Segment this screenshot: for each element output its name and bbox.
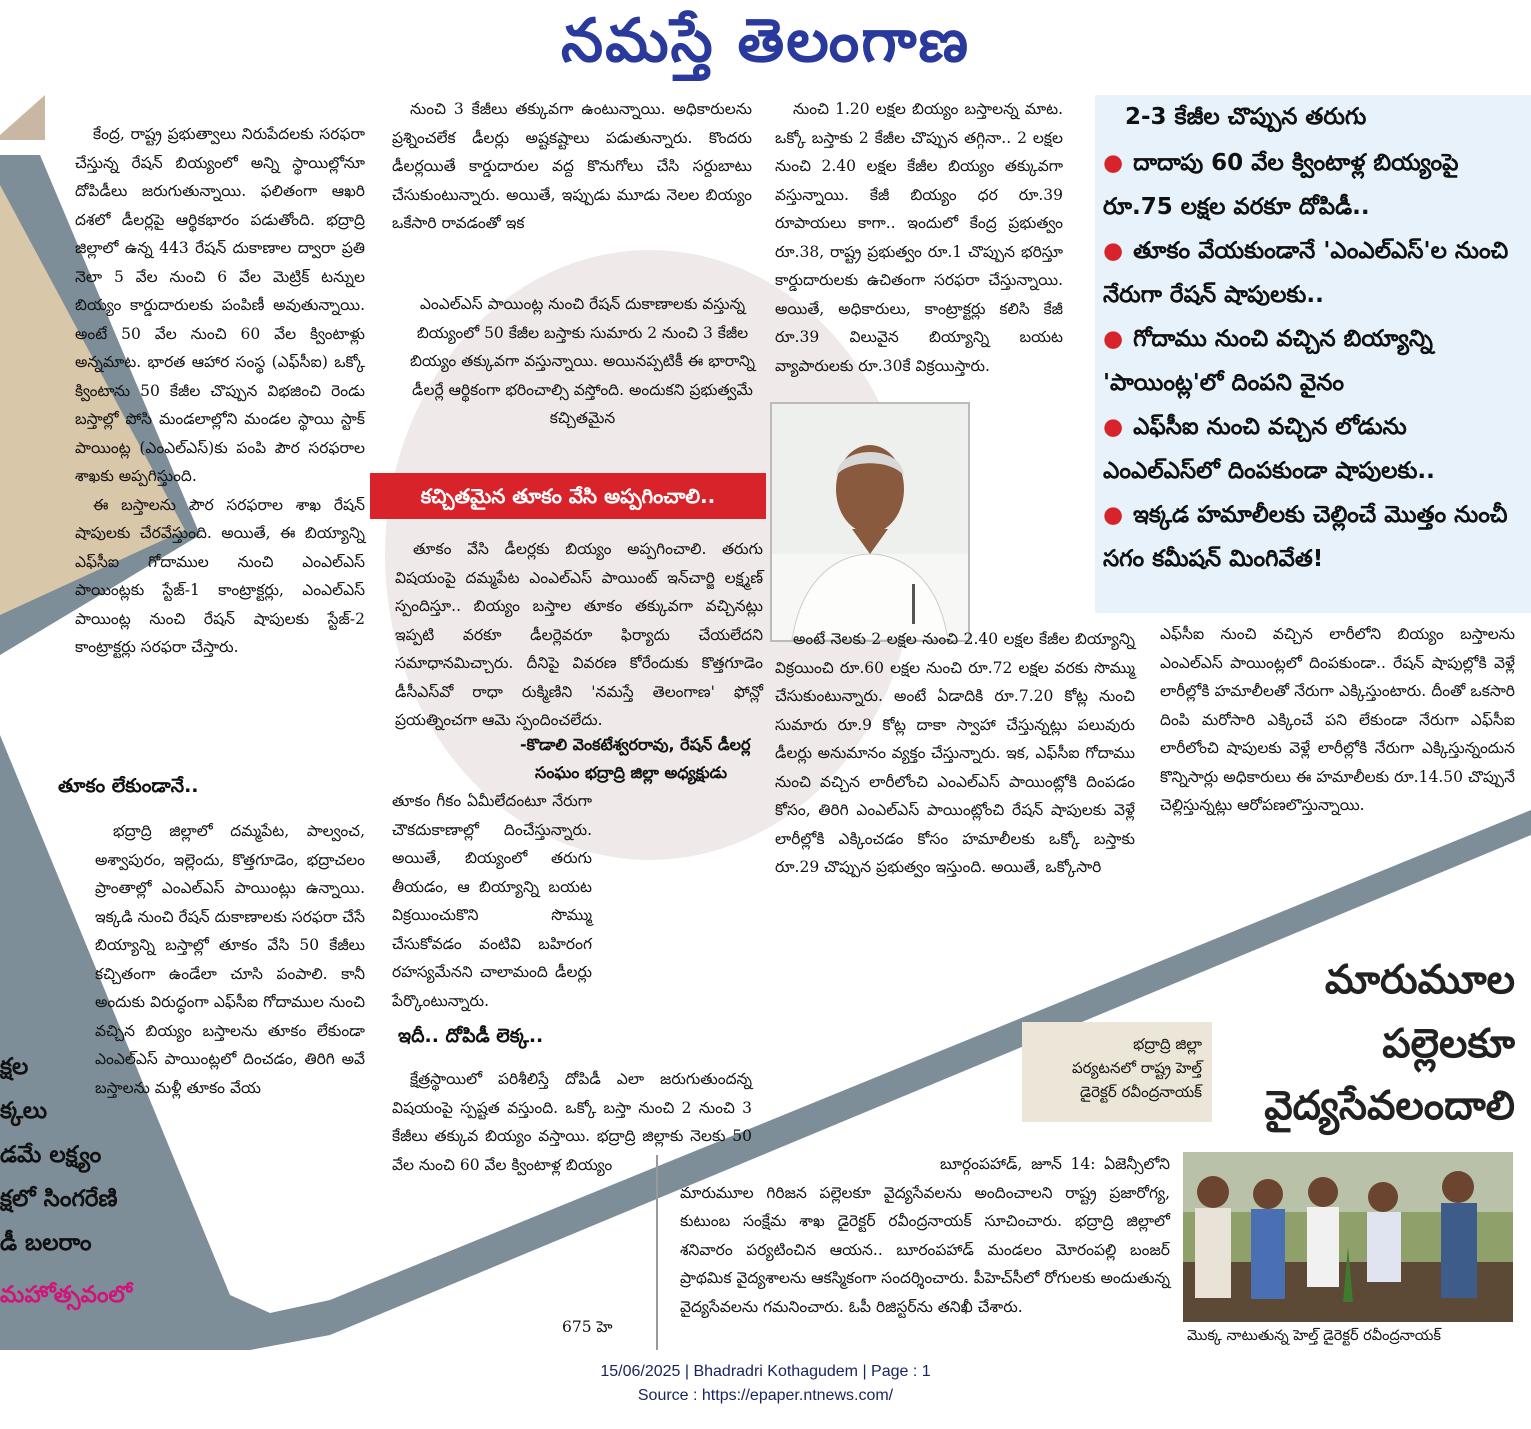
divider [0, 1025, 65, 1030]
highlights-box [1095, 95, 1531, 613]
headline-line-3: వైద్యసేవలందాలి [1264, 1083, 1515, 1129]
photo-caption: మొక్క నాటుతున్న హెల్త్ డైరెక్టర్ రవీంద్రనాయక్ [1187, 1328, 1441, 1344]
footer-date-line: 15/06/2025 | Bhadradri Kothagudem | Page : 1 [600, 1363, 931, 1380]
second-article-body [680, 1150, 1170, 1321]
masthead [0, 0, 1531, 95]
paragraph: ఎంఎల్‌ఎస్ పాయింట్ల నుంచి రేషన్ దుకాణాలకు వస్తున్న బియ్యంలో 50 కేజీల బస్తాకు సుమారు 2 నుంచి 3 కేజీల బియ్యం తక్కువగా వస్తున్నాయి. అయినప్పటికీ ఈ భారాన్ని డీలర్లే ఆర్థికంగా భరించాల్సి వస్తోంది. అందుకని ప్రభుత్వమే కచ్చితమైన [409, 295, 756, 427]
article-col3-mid [775, 625, 1135, 882]
quote-attribution-1: -కొడాలి వెంకటేశ్వరరావు, రేషన్ డీలర్ల [520, 735, 751, 754]
headline-line-2: పల్లెలకూ [1382, 1021, 1515, 1067]
paragraph: క్షేత్రస్థాయిలో పరిశీలిస్తే దోపిడీ ఎలా జరుగుతుందన్న విషయంపై స్పష్టత వస్తుంది. ఒక్కో బస్తా నుంచి 2 నుంచి 3 కేజీలు తక్కువ బియ్యం వస్తాయి. భద్రాద్రి జిల్లాకు నెలకు 50 వేల నుంచి 60 వేల క్వింటాళ్ల బియ్యం [392, 1070, 752, 1174]
paragraph: ఈ బస్తాలను పౌర సరఫరాల శాఖ రేషన్ షాపులకు చేరవేస్తుంది. అయితే, ఈ బియ్యాన్ని ఎఫ్‌సీఐ గోదాముల నుంచి ఎంఎల్‌ఎస్ పాయింట్లకు స్టేజ్-1 కాంట్రాక్టర్లు, ఎంఎల్‌ఎస్ పాయింట్ల నుంచి రేషన్ షాపులకు స్టేజ్-2 కాంట్రాక్టర్లు సరఫరా చేస్తారు. [75, 495, 365, 656]
bullet-icon: ● [1103, 502, 1124, 528]
quote-banner: కచ్చితమైన తూకం వేసి అప్పగించాలి.. [370, 473, 766, 519]
quote-text-top [405, 290, 760, 433]
caption-line: భద్రాద్రి జిల్లా [1133, 1035, 1202, 1053]
planting-photo [1183, 1152, 1513, 1322]
paragraph: అంటే నెలకు 2 లక్షల నుంచి 2.40 లక్షల కేజీల బియ్యాన్ని విక్రయించి రూ.60 లక్షల నుంచి రూ.72 లక్షల వరకు సొమ్ము చేసుకుంటున్నారు. అంటే ఏడాదికి రూ.7.20 కోట్ల నుంచి సుమారు రూ.9 కోట్ల దాకా స్వాహా చేస్తున్నట్లు పలువురు డీలర్లు అనుమానం వ్యక్తం చేస్తున్నారు. ఇక, ఎఫ్‌సీఐ గోదాము నుంచి వచ్చిన లారీలోంచి ఎంఎల్‌ఎస్ పాయింట్లోకి దింపడం కోసం, తిరిగి ఎంఎల్‌ఎస్ పాయింట్లోంచి రేషన్ షాపులకు వెళ్లే లారీల్లోకి ఎక్కించడం కోసం హమాలీలకు ఒక్కో బస్తాకు రూ.29 చొప్పున ప్రభుత్వం ఇస్తుంది. అయితే, ఒక్కోసారి [775, 630, 1135, 876]
paragraph: నుంచి 3 కేజీలు తక్కువగా ఉంటున్నాయి. అధికారులను ప్రశ్నించలేక డీలర్లు అష్టకష్టాలు పడుతున్నారు. కొందరు డీలర్లయితే కార్డుదారుల వద్ద కొనుగోలు చేసి సర్దుబాటు చేసుకుంటున్నారు. అయితే, ఇప్పుడు మూడు నెలల బియ్యం ఒకేసారి రావడంతో ఇక [392, 100, 752, 232]
caption-line: డైరెక్టర్ రవీంద్రనాయక్ [1080, 1083, 1202, 1101]
highlight-item: ● ఇక్కడ హమాలీలకు చెల్లించే మొత్తం నుంచీ సగం కమీషన్ మింగివేత! [1103, 502, 1508, 572]
highlight-item: ● దాదాపు 60 వేల క్వింటాళ్ల బియ్యంపై రూ.75 లక్షల వరకూ దోపిడీ.. [1103, 150, 1459, 220]
subhead: ఇదీ.. దోపిడీ లెక్క.. [398, 1025, 544, 1047]
strip-line: క్షల [0, 1054, 29, 1080]
bullet-icon: ● [1103, 150, 1124, 176]
bullet-icon: ● [1103, 414, 1124, 440]
highlights-title: 2-3 కేజీల చొప్పున తరుగు [1125, 104, 1367, 130]
paragraph: బూర్గంపహాడ్, జూన్ 14: ఏజెన్సీలోని మారుమూల గిరిజన పల్లెలకూ వైద్యసేవలను అందించాలని రాష్ట్ర ప్రజారోగ్య, కుటుంబ సంక్షేమ శాఖ డైరెక్టర్ రవీంద్రనాయక్ సూచించారు. భద్రాద్రి జిల్లాలో శనివారం పర్యటించిన ఆయన.. బూరంపహాడ్ మండలం మోరంపల్లి బంజర్ ప్రాథమిక వైద్యశాలను ఆకస్మికంగా సందర్శించారు. పీహెచ్‌సీలో రోగులకు అందుతున్న వైద్యసేవలను గమనించారు. ఓపీ రిజిస్టర్‌ను తనిఖీ చేశారు. [680, 1155, 1170, 1316]
highlight-item: ● ఎఫ్‌సీఐ నుంచి వచ్చిన లోడును ఎంఎల్‌ఎస్‌లో దింపకుండా షాపులకు.. [1103, 414, 1435, 484]
paragraph: ఎఫ్‌సీఐ నుంచి వచ్చిన లారీలోని బియ్యం బస్తాలను ఎంఎల్‌ఎస్ పాయింట్లలో దింపకుండా.. రేషన్ షాపుల్లోకి వెళ్లే లారీల్లోకి హమాలీలతో నేరుగా ఎక్కిస్తుంటారు. దీంతో ఒకసారి దింపి మరోసారి ఎక్కించే పని లేకుండా నేరుగా ఎఫ్‌సీఐ లారీలోంచి షాపులకు వెళ్లే లారీల్లోకి నేరుగా ఎక్కిస్తున్నందున కొన్నిసార్లు అధికారులు ఈ హమాలీలకు రూ.14.50 చొప్పునే చెల్లిస్తున్నట్లు ఆరోపణలొస్తున్నాయి. [1160, 625, 1515, 814]
strip-line: డమే లక్ష్యం [0, 1142, 102, 1168]
article-col1 [75, 120, 365, 662]
paragraph: భద్రాద్రి జిల్లాలో దమ్మపేట, పాల్వంచ, అశ్వాపురం, ఇల్లెందు, కొత్తగూడెం, భద్రాచలం ప్రాంతాల్లో ఎంఎల్‌ఎస్ పాయింట్లు ఉన్నాయి. ఇక్కడి నుంచి రేషన్ దుకాణాలకు సరఫరా చేసే బియ్యాన్ని బస్తాల్లో తూకం వేసి 50 కేజీలు కచ్చితంగా ఉండేలా చూసి పంపాలి. కానీ అందుకు విరుద్ధంగా ఎఫ్‌సీఐ గోదాముల నుంచి వచ్చిన బియ్యం బస్తాలను తూకం లేకుండా ఎంఎల్‌ఎస్ పాయింట్లలో దించడం, తిరిగి అవే బస్తాలను మళ్లీ తూకం వేయ [95, 822, 365, 1097]
health-director-photo [1183, 1152, 1513, 1322]
article-col4 [1160, 620, 1515, 820]
footer-source-line[interactable]: Source : https://epaper.ntnews.com/ [637, 1387, 894, 1404]
column-rule [656, 1155, 658, 1350]
page-footer [0, 1360, 1531, 1408]
portrait-image [772, 404, 968, 640]
headline-caption [1022, 1022, 1212, 1122]
highlight-item: ● తూకం వేయకుండానే 'ఎంఎల్‌ఎస్'ల నుంచి నేరుగా రేషన్ షాపులకు.. [1103, 238, 1509, 308]
newspaper-title: నమస్తే తెలంగాణ [560, 6, 971, 76]
bullet-icon: ● [1103, 238, 1124, 264]
strip-line: డీ బలరాం [0, 1230, 92, 1256]
subhead: తూకం లేకుండానే.. [58, 775, 199, 797]
quote-attribution-2: సంఘం భద్రాద్రి జిల్లా అధ్యక్షుడు [535, 763, 728, 782]
quote-text-bottom [395, 535, 763, 735]
paragraph: కేంద్ర, రాష్ట్ర ప్రభుత్వాలు నిరుపేదలకు సరఫరా చేస్తున్న రేషన్ బియ్యంలో అన్ని స్థాయిల్లోనూ దోపిడీలు జరుగుతున్నాయి. ఫలితంగా ఆఖరి దశలో డీలర్లపై ఆర్థికభారం పడుతోంది. భద్రాద్రి జిల్లాలో ఉన్న 443 రేషన్ దుకాణాల ద్వారా ప్రతి నెలా 5 వేల నుంచి 6 వేల మెట్రిక్ టన్నుల బియ్యం కార్డుదారులకు పంపిణీ అవుతున్నాయి. అంటే 50 వేల నుంచి 60 వేల క్వింటాళ్లు అన్నమాట. భారత ఆహార సంస్థ (ఎఫ్‌సీఐ) ఒక్కో క్వింటాను 50 కేజీల చొప్పున విభజించి రెండు బస్తాల్లో పోసి మండలాల్లోని మండల స్థాయి స్టాక్ పాయింట్ల (ఎంఎల్‌ఎస్)కు పంపి పౌర సరఫరాల శాఖకు అప్పగిస్తుంది. [75, 125, 365, 485]
article-col2-top [392, 95, 752, 238]
article-col2-bottom [392, 787, 592, 1015]
newspaper-page [0, 95, 1531, 1350]
highlight-item: ● గోదాము నుంచి వచ్చిన బియ్యాన్ని 'పాయింట్ల'లో దింపని వైనం [1103, 326, 1433, 396]
left-strip [0, 1045, 200, 1317]
headline-line-1: మారుమూల [1324, 957, 1515, 1003]
paragraph: తూకం గీకం ఏమీలేదంటూ నేరుగా చౌకదుకాణాల్లో దించేస్తున్నారు. అయితే, బియ్యంలో తరుగు తీయడం, ఆ బియ్యాన్ని బయట విక్రయించుకొని సొమ్ము చేసుకోవడం వంటివి బహిరంగ రహస్యమేనని చాలామంది డీలర్లు పేర్కొంటున్నారు. [392, 792, 592, 1010]
paragraph: నుంచి 1.20 లక్షల బియ్యం బస్తాలన్న మాట. ఒక్కో బస్తాకు 2 కేజీల చొప్పున తగ్గినా.. 2 లక్షల నుంచి 2.40 లక్షల కేజీల బియ్యం తక్కువగా వస్తున్నాయి. కేజీ బియ్యం ధర రూ.39 రూపాయలు కాగా.. ఇందులో కేంద్ర ప్రభుత్వం రూ.38, రాష్ట్ర ప్రభుత్వం రూ.1 చొప్పున భరిస్తూ కార్డుదారులకు ఉచితంగా సరఫరా చేస్తున్నాయి. అయితే, అధికారులు, కాంట్రాక్టర్లు కలిసి కేజీ రూ.39 విలువైన బియ్యాన్ని బయట వ్యాపారులకు రూ.30కే విక్రయిస్తారు. [775, 100, 1063, 375]
dealer-photo [770, 402, 970, 642]
article-continued: 675 హె [562, 1318, 613, 1336]
strip-line: క్షలో సింగరేణి [0, 1186, 118, 1212]
bullet-icon: ● [1103, 326, 1124, 352]
caption-line: పర్యటనలో రాష్ట్ర హెల్త్ [1071, 1059, 1202, 1077]
strip-line: క్కలు [0, 1098, 48, 1124]
strip-line: మహోత్సవంలో [0, 1282, 133, 1308]
paragraph: తూకం వేసి డీలర్లకు బియ్యం అప్పగించాలి. తరుగు విషయంపై దమ్మపేట ఎంఎల్‌ఎస్ పాయింట్ ఇన్‌చార్జి లక్ష్మణ్ స్పందిస్తూ.. బియ్యం బస్తాల తూకం తక్కువగా వచ్చినట్లు ఇప్పటి వరకూ డీలర్లెవరూ ఫిర్యాదు చేయలేదని సమాధానమిచ్చారు. దీనిపై వివరణ కోరేందుకు కొత్తగూడెం డీసీఎస్‌వో రాధా రుక్మిణిని 'నమస్తే తెలంగాణ' ఫోన్లో ప్రయత్నించగా ఆమె స్పందించలేదు. [395, 540, 763, 729]
article-col3-top [775, 95, 1063, 380]
